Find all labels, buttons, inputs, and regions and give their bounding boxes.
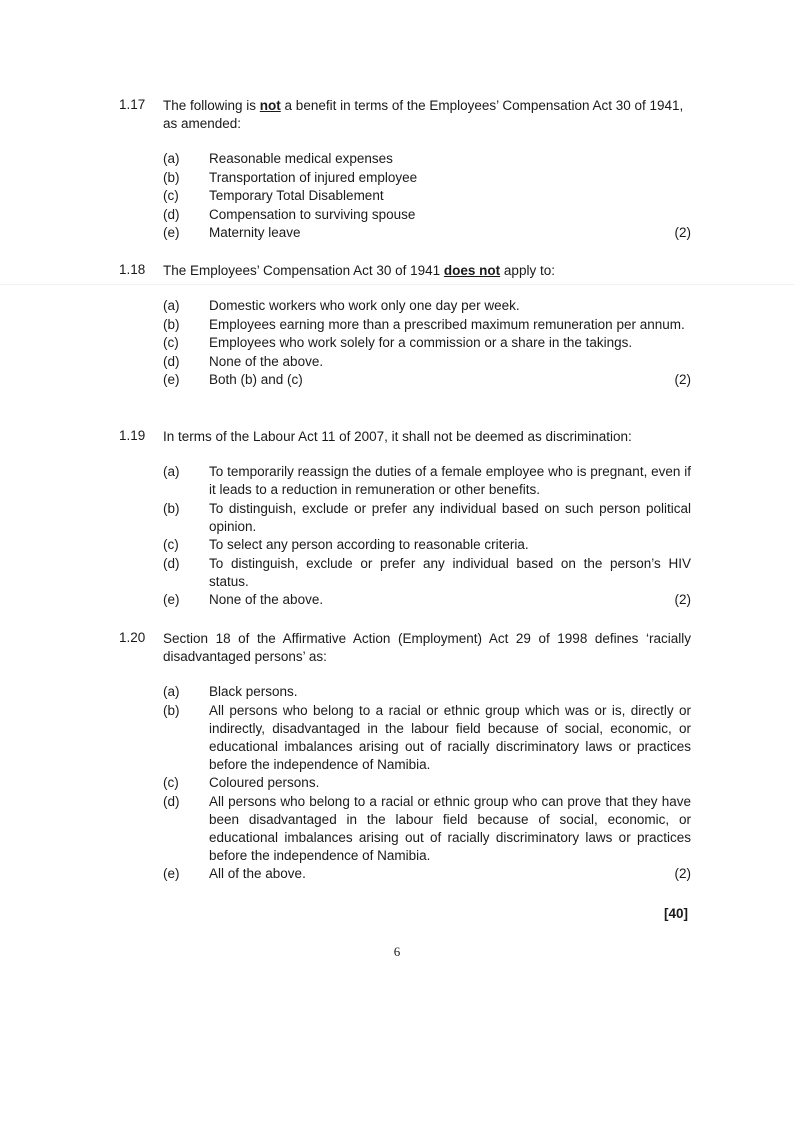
question-number: 1.20 bbox=[119, 630, 146, 645]
question-1-19 bbox=[119, 428, 691, 610]
question-stem: The Employees’ Compensation Act 30 of 1941 does not apply to: bbox=[163, 263, 555, 278]
question-number: 1.18 bbox=[119, 262, 146, 277]
question-1-18 bbox=[119, 262, 691, 390]
option-b: (b) Transportation of injured employee bbox=[163, 169, 418, 185]
emphasis: not bbox=[259, 98, 281, 113]
option-e: (e) None of the above. (2) bbox=[163, 592, 691, 607]
emphasis: does not bbox=[443, 263, 501, 278]
option-d: (d) All persons who belong to a racial or ethnic group who can prove that they have been disadvantaged in the labour field because of social, economic, or educational imbalances arising out of racially discriminatory laws or practices before the independence of Namibia. bbox=[163, 793, 691, 863]
option-b: (b) Employees earning more than a prescribed maximum remuneration per annum. bbox=[163, 316, 685, 332]
total-marks: [40] bbox=[663, 906, 688, 921]
question-number: 1.17 bbox=[119, 97, 146, 112]
option-c: (c) Employees who work solely for a commission or a share in the takings. bbox=[163, 335, 633, 350]
marks: (2) bbox=[674, 372, 691, 387]
option-c: (c) Temporary Total Disablement bbox=[163, 188, 384, 203]
marks: (2) bbox=[674, 225, 691, 240]
option-a: (a) To temporarily reassign the duties of a female employee who is pregnant, even if it leads to a reduction in remuneration or other benefits. bbox=[163, 464, 691, 497]
option-d: (d) To distinguish, exclude or prefer any individual based on the person’s HIV status. bbox=[163, 555, 691, 589]
option-d: (d) Compensation to surviving spouse bbox=[163, 206, 416, 222]
option-list bbox=[163, 683, 691, 883]
question-number: 1.19 bbox=[119, 428, 146, 443]
question-1-17 bbox=[119, 97, 691, 243]
option-e: (e) All of the above. (2) bbox=[163, 866, 691, 881]
option-e: (e) Both (b) and (c) (2) bbox=[163, 372, 691, 387]
marks: (2) bbox=[674, 866, 691, 881]
option-c: (c) To select any person according to reasonable criteria. bbox=[163, 537, 529, 552]
question-stem: In terms of the Labour Act 11 of 2007, it shall not be deemed as discrimination: bbox=[163, 429, 632, 444]
option-a: (a) Domestic workers who work only one day per week. bbox=[163, 298, 520, 313]
question-stem: The following is not a benefit in terms of the Employees’ Compensation Act 30 of 1941, as amended: bbox=[163, 98, 684, 131]
option-a: (a) Reasonable medical expenses bbox=[163, 151, 393, 166]
option-c: (c) Coloured persons. bbox=[163, 775, 320, 790]
option-a: (a) Black persons. bbox=[163, 684, 298, 699]
question-1-20 bbox=[119, 630, 691, 884]
question-stem: Section 18 of the Affirmative Action (Employment) Act 29 of 1998 defines ‘racially disadvantaged persons’ as: bbox=[163, 631, 691, 664]
page-number: 6 bbox=[393, 944, 401, 959]
option-e: (e) Maternity leave (2) bbox=[163, 225, 691, 240]
option-list bbox=[163, 463, 691, 609]
option-list bbox=[163, 150, 691, 242]
marks: (2) bbox=[674, 592, 691, 607]
option-b: (b) All persons who belong to a racial or ethnic group which was or is, directly or indirectly, disadvantaged in the labour field because of social, economic, or educational imbalances arising out of racially discriminatory laws or practices before the independence of Namibia. bbox=[163, 702, 691, 772]
option-b: (b) To distinguish, exclude or prefer any individual based on such person political opinion. bbox=[163, 500, 691, 534]
option-d: (d) None of the above. bbox=[163, 353, 324, 369]
option-list bbox=[163, 297, 691, 389]
